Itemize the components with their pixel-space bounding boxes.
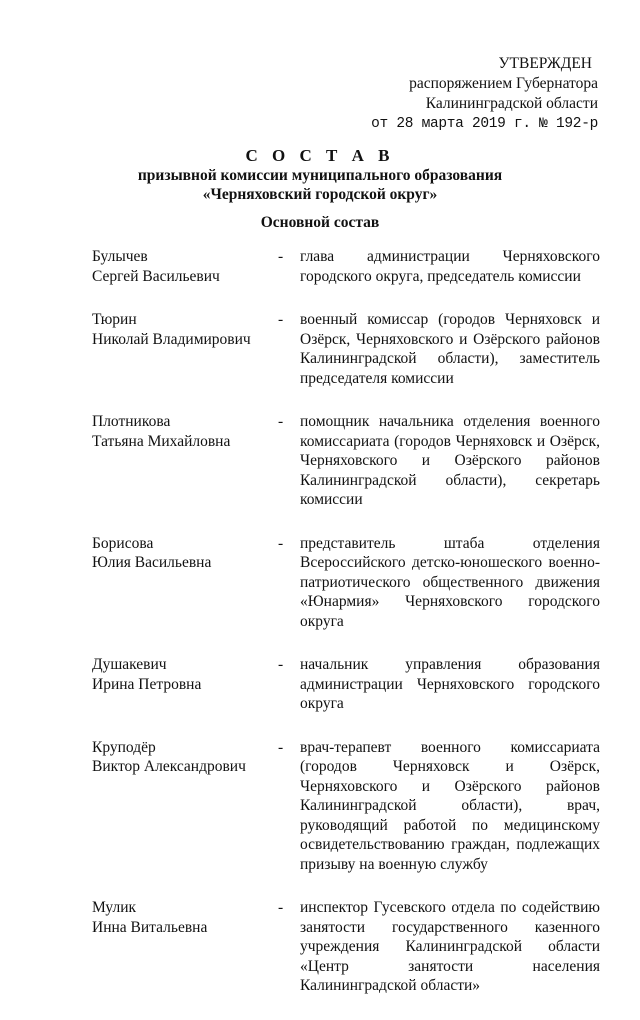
member-name (92, 898, 272, 937)
member-given-names: Инна Витальевна (92, 918, 208, 936)
member-row (0, 738, 640, 875)
document-subtitle-line-1: призывной комиссии муниципального образования (137, 167, 503, 184)
member-role: представитель штаба отделения Всероссийского детско-юношеского военно-патриотического общественного движения «Юнармия» Черняховского городского округа (300, 534, 600, 630)
member-dash: - (278, 656, 284, 673)
member-role: врач-терапевт военного комиссариата (городов Черняховск и Озёрск, Черняховского и Озёрского районов Калининградской области), врач, руководящий работой по медицинскому освидетельствованию граждан, подлежащих призыву на военную службу (300, 738, 600, 873)
member-role: военный комиссар (городов Черняховск и Озёрск, Черняховского и Озёрского районов Калининградской области), заместитель председателя комиссии (300, 311, 600, 387)
approval-authority-line-1: распоряжением Губернатора (409, 75, 598, 92)
member-role: инспектор Гусевского отдела по содействию занятости государственного казенного учреждения Калининградской области «Центр занятости населения Калининградской области» (300, 899, 600, 994)
member-name (92, 247, 272, 286)
member-row (0, 412, 640, 510)
member-role: помощник начальника отделения военного комиссариата (городов Черняховск и Озёрск, Черняховского и Озёрского районов Калининградской области), секретарь комиссии (300, 413, 600, 508)
member-given-names: Юлия Васильевна (92, 554, 212, 571)
document-subtitle-line-2: «Черняховский городской округ» (202, 186, 438, 203)
document-title: С О С Т А В (245, 146, 395, 165)
member-given-names: Ирина Петровна (92, 675, 202, 693)
document-title-block (0, 146, 640, 204)
member-dash: - (278, 311, 284, 328)
member-dash: - (278, 248, 284, 265)
member-surname: Борисова (92, 534, 154, 552)
member-role: глава администрации Черняховского городского округа, председатель комиссии (300, 248, 600, 285)
member-dash: - (278, 413, 284, 430)
member-surname: Тюрин (92, 311, 137, 328)
section-heading: Основной состав (260, 214, 380, 231)
member-surname: Плотникова (92, 413, 171, 430)
approval-authority-line-2: Калининградской области (425, 95, 598, 112)
member-role: начальник управления образования администрации Черняховского городского округа (300, 656, 600, 712)
approval-date-number: от 28 марта 2019 г. № 192-р (371, 116, 598, 132)
member-given-names: Николай Владимирович (92, 330, 251, 348)
member-row (0, 310, 640, 388)
member-name (92, 655, 272, 694)
member-surname: Булычев (92, 248, 148, 265)
member-row (0, 655, 640, 714)
member-given-names: Виктор Александрович (92, 758, 246, 775)
member-dash: - (278, 899, 284, 916)
member-surname: Круподёр (92, 738, 156, 756)
member-row (0, 534, 640, 632)
member-row (0, 247, 640, 286)
members-list (0, 247, 640, 1020)
member-row (0, 898, 640, 996)
approved-label: УТВЕРЖДЕН (498, 55, 592, 72)
member-name (92, 412, 272, 451)
member-name (92, 310, 272, 349)
approval-stamp (371, 54, 598, 134)
member-surname: Мулик (92, 899, 137, 916)
member-given-names: Сергей Васильевич (92, 267, 220, 285)
member-name (92, 738, 272, 777)
member-dash: - (278, 534, 284, 552)
member-given-names: Татьяна Михайловна (92, 432, 231, 450)
member-surname: Душакевич (92, 656, 167, 673)
member-name (92, 534, 272, 573)
member-dash: - (278, 738, 284, 756)
